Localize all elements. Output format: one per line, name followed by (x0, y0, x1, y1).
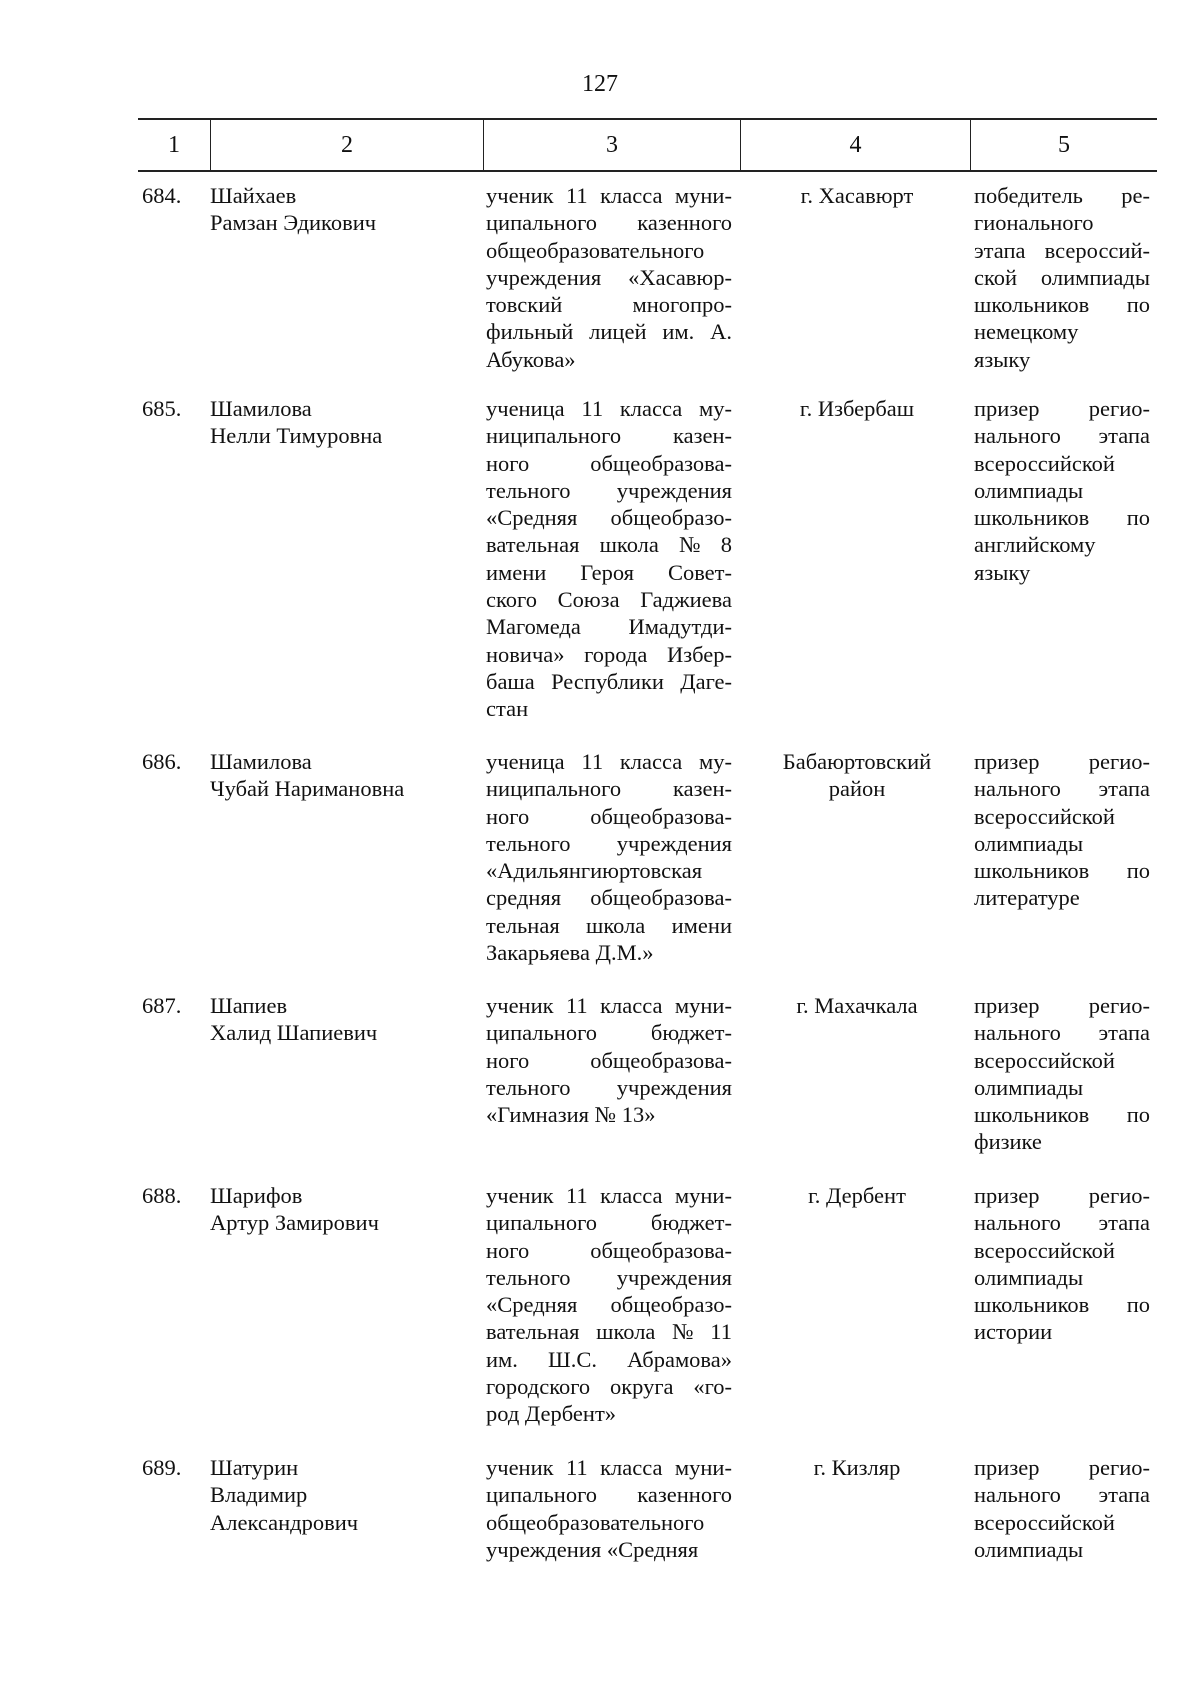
text-line: призер регио- (974, 749, 1150, 774)
location: г. Кизляр (813, 1455, 901, 1480)
text-line: вательная школа № 11 (486, 1319, 732, 1345)
text-line: тельная школа имени (486, 912, 732, 938)
text-line: школьников по (974, 292, 1150, 318)
column-header-4: 4 (740, 120, 970, 170)
text-line: ниципального казен- (486, 423, 732, 449)
text-line: литературе (974, 885, 1080, 911)
text-line: школьников по (974, 1292, 1150, 1318)
text-line: нального этапа (974, 1210, 1150, 1236)
text-line: олимпиады (974, 830, 1084, 856)
text-line: учреждения «Средняя (486, 1536, 699, 1562)
text-line: тельного учреждения (486, 1264, 732, 1290)
student-name: Шатурин Владимир Александрович (210, 1455, 359, 1535)
award (974, 748, 1150, 912)
text-line: истории (974, 1319, 1053, 1345)
text-line: вательная школа № 8 (486, 532, 732, 558)
text-line: всероссийской (974, 450, 1115, 476)
text-line: всероссийской (974, 803, 1115, 829)
text-line: немецкому (974, 319, 1079, 345)
text-line: всероссийской (974, 1509, 1115, 1535)
text-line: имени Героя Совет- (486, 559, 732, 585)
text-line: общеобразовательного (486, 1509, 705, 1535)
text-line: языку (974, 559, 1031, 585)
text-line: товский многопро- (486, 292, 732, 318)
text-line: учреждения «Хасавюр- (486, 264, 732, 290)
text-line: ниципального казен- (486, 776, 732, 802)
text-line: нального этапа (974, 1482, 1150, 1508)
text-line: ципального казенного (486, 210, 732, 236)
entry-number: 688. (142, 1183, 182, 1208)
text-line: «Средняя общеобразо- (486, 1292, 732, 1318)
text-line: призер регио- (974, 993, 1150, 1018)
student-name: Шапиев Халид Шапиевич (210, 993, 378, 1046)
column-header-2: 2 (210, 120, 483, 170)
text-line: ской олимпиады (974, 264, 1150, 290)
text-line: средняя общеобразова- (486, 885, 732, 911)
text-line: фильный лицей им. А. (486, 319, 732, 345)
text-line: ципального казенного (486, 1482, 732, 1508)
location: г. Хасавюрт (800, 183, 914, 208)
text-line: языку (974, 346, 1031, 372)
text-line: ного общеобразова- (486, 803, 732, 829)
text-line: олимпиады (974, 1074, 1084, 1100)
text-line: этапа всероссий- (974, 237, 1150, 263)
text-line: призер регио- (974, 1455, 1150, 1480)
text-line: им. Ш.С. Абрамова» (486, 1346, 732, 1372)
student-name: Шарифов Артур Замирович (210, 1183, 379, 1236)
location: г. Дербент (808, 1183, 906, 1208)
entry-number: 689. (142, 1455, 182, 1480)
award (974, 1454, 1150, 1563)
column-header-5: 5 (970, 120, 1157, 170)
text-line: Абукова» (486, 346, 576, 372)
text-line: новича» города Избер- (486, 641, 732, 667)
text-line: ученик 11 класса муни- (486, 1455, 732, 1480)
text-line: тельного учреждения (486, 477, 732, 503)
award (974, 182, 1150, 373)
student-name: Шайхаев Рамзан Эдикович (210, 183, 377, 236)
text-line: Закарьяева Д.М.» (486, 940, 654, 966)
text-line: ученик 11 класса муни- (486, 993, 732, 1018)
text-line: ученик 11 класса муни- (486, 183, 732, 208)
text-line: баша Республики Даге- (486, 668, 732, 694)
text-line: школьников по (974, 858, 1150, 884)
text-line: тельного учреждения (486, 1074, 732, 1100)
text-line: «Адильянгиюртовская (486, 858, 703, 884)
institution (486, 395, 732, 723)
text-line: стан (486, 696, 529, 722)
text-line: школьников по (974, 505, 1150, 531)
text-line: олимпиады (974, 477, 1084, 503)
institution (486, 1454, 732, 1563)
student-name: Шамилова Чубай Наримановна (210, 749, 405, 802)
text-line: всероссийской (974, 1237, 1115, 1263)
column-header-3: 3 (483, 120, 740, 170)
text-line: победитель ре- (974, 183, 1150, 208)
text-line: ного общеобразова- (486, 1047, 732, 1073)
text-line: ного общеобразова- (486, 1237, 732, 1263)
institution (486, 182, 732, 373)
text-line: городского округа «го- (486, 1374, 732, 1400)
page-number: 127 (582, 71, 618, 97)
institution (486, 992, 732, 1128)
award (974, 395, 1150, 586)
text-line: английскому (974, 532, 1096, 558)
text-line: ученица 11 класса му- (486, 749, 732, 774)
text-line: нального этапа (974, 423, 1150, 449)
entry-number: 684. (142, 183, 182, 208)
institution (486, 1182, 732, 1428)
text-line: олимпиады (974, 1536, 1084, 1562)
text-line: нального этапа (974, 776, 1150, 802)
text-line: «Средняя общеобразо- (486, 505, 732, 531)
institution (486, 748, 732, 966)
text-line: нального этапа (974, 1020, 1150, 1046)
student-name: Шамилова Нелли Тимуровна (210, 396, 383, 449)
text-line: гионального (974, 210, 1094, 236)
text-line: род Дербент» (486, 1401, 617, 1427)
text-line: ского Союза Гаджиева (486, 587, 732, 613)
text-line: Магомеда Имадутди- (486, 614, 732, 640)
location: г. Махачкала (796, 993, 918, 1018)
text-line: призер регио- (974, 1183, 1150, 1208)
award (974, 992, 1150, 1156)
text-line: общеобразовательного (486, 237, 705, 263)
text-line: ученик 11 класса муни- (486, 1183, 732, 1208)
text-line: физике (974, 1129, 1042, 1155)
table-header (138, 118, 1157, 172)
location: г. Избербаш (799, 396, 915, 421)
text-line: призер регио- (974, 396, 1150, 421)
text-line: школьников по (974, 1102, 1150, 1128)
text-line: тельного учреждения (486, 830, 732, 856)
text-line: ученица 11 класса му- (486, 396, 732, 421)
award (974, 1182, 1150, 1346)
text-line: ципального бюджет- (486, 1020, 732, 1046)
text-line: ного общеобразова- (486, 450, 732, 476)
text-line: ципального бюджет- (486, 1210, 732, 1236)
entry-number: 687. (142, 993, 182, 1018)
text-line: всероссийской (974, 1047, 1115, 1073)
entry-number: 686. (142, 749, 182, 774)
text-line: «Гимназия № 13» (486, 1102, 656, 1128)
text-line: олимпиады (974, 1264, 1084, 1290)
entry-number: 685. (142, 396, 182, 421)
location: Бабаюртовский район (782, 749, 932, 802)
column-header-1: 1 (168, 131, 180, 158)
